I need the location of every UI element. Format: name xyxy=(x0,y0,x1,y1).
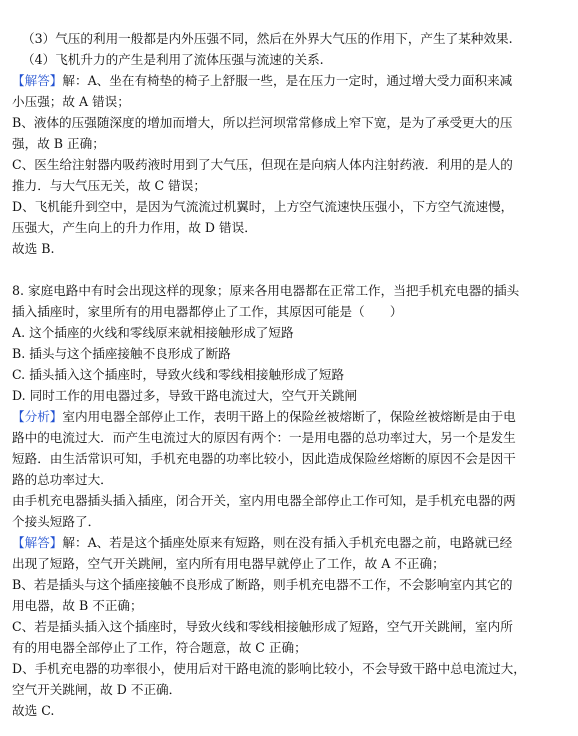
q7-answer-a-line1 xyxy=(12,70,572,91)
q8-analysis-line2: 路中的电流过大．而产生电流过大的原因有两个：一是用电器的总功率过大，另一个是发生 xyxy=(12,430,516,445)
q8-answer-c-line2: 有的用电器全部停止了工作，符合题意，故 C 正确； xyxy=(12,640,307,655)
q7-answer-a-text: 解：A、坐在有椅垫的椅子上舒服一些，是在压力一定时，通过增大受力面积来减 xyxy=(62,73,513,88)
q7-answer-b-line2: 强，故 B 正确； xyxy=(12,136,105,151)
q8-option-a: A. 这个插座的火线和零线原来就相接触形成了短路 xyxy=(12,325,294,340)
q7-answer-a-line2: 小压强；故 A 错误； xyxy=(12,94,130,109)
q8-answer-d-line2: 空气开关跳闸，故 D 不正确． xyxy=(12,682,182,697)
q8-answer-d-line1: D、手机充电器的功率很小，使用后对干路电流的影响比较小，不会导致干路中总电流过大， xyxy=(12,661,526,676)
q7-answer-d-line1: D、飞机能升到空中，是因为气流流过机翼时，上方空气流速快压强小，下方空气流速慢， xyxy=(12,199,514,214)
q8-analysis-line4: 路的总功率过大． xyxy=(12,472,113,487)
q8-analysis-line6: 个接头短路了． xyxy=(12,514,101,529)
q7-answer-c-line2: 推力．与大气压无关，故 C 错误； xyxy=(12,178,206,193)
q7-point-3: （3）气压的利用一般都是内外压强不同，然后在外界大气压的作用下，产生了某种效果. xyxy=(22,31,513,46)
q7-point-4: （4）飞机升力的产生是利用了流体压强与流速的关系. xyxy=(22,52,324,67)
q7-answer-d-line2: 压强大，产生向上的升力作用，故 D 错误． xyxy=(12,220,257,235)
q8-answer-c-line1: C、若是插头插入这个插座时，导致火线和零线相接触形成了短路，空气开关跳闸，室内所 xyxy=(12,619,513,634)
q8-analysis-line3: 短路．由生活常识可知，手机充电器的功率比较小，因此造成保险丝熔断的原因不会是因干 xyxy=(12,451,516,466)
q8-analysis-tag: 【分析】 xyxy=(12,409,63,424)
q7-answer-b-line1: B、液体的压强随深度的增加而增大，所以拦河坝常常修成上窄下宽，是为了承受更大的压 xyxy=(12,115,513,130)
q8-conclusion: 故选 C. xyxy=(12,703,55,718)
q7-answer-tag: 【解答】 xyxy=(12,73,63,88)
q8-answer-b-line2: 用电器，故 B 不正确； xyxy=(12,598,143,613)
q8-answer-a-line2: 出现了短路，空气开关跳闸，室内所有用电器早就停止了工作，故 A 不正确； xyxy=(12,556,445,571)
q8-answer-a-text: 解：A、若是这个插座处原来有短路，则在没有插入手机充电器之前，电路就已经 xyxy=(62,535,513,550)
q8-answer-a-line1 xyxy=(12,532,572,553)
q8-analysis-line5: 由手机充电器插头插入插座，闭合开关，室内用电器全部停止工作可知，是手机充电器的两 xyxy=(12,493,516,508)
q8-answer-b-line1: B、若是插头与这个插座接触不良形成了断路，则手机充电器不工作，不会影响室内其它的 xyxy=(12,577,513,592)
q8-option-d: D. 同时工作的用电器过多，导致干路电流过大，空气开关跳闸 xyxy=(12,388,358,403)
q8-option-b: B. 插头与这个插座接触不良形成了断路 xyxy=(12,346,231,361)
q8-analysis-text: 室内用电器全部停止工作，表明干路上的保险丝被熔断了，保险丝被熔断是由于电 xyxy=(62,409,516,424)
q8-stem-line2: 插入插座时，家里所有的用电器都停止了工作，其原因可能是（ ） xyxy=(12,304,403,319)
q8-option-c: C. 插头插入这个插座时，导致火线和零线相接触形成了短路 xyxy=(12,367,345,382)
q7-answer-c-line1: C、医生给注射器内吸药液时用到了大气压，但现在是向病人体内注射药液．利用的是人的 xyxy=(12,157,513,172)
q7-conclusion: 故选 B. xyxy=(12,241,55,256)
q8-stem-line1: 8. 家庭电路中有时会出现这样的现象；原来各用电器都在正常工作，当把手机充电器的插头 xyxy=(12,283,520,298)
q8-answer-tag: 【解答】 xyxy=(12,535,63,550)
q8-analysis-line1 xyxy=(12,406,572,427)
